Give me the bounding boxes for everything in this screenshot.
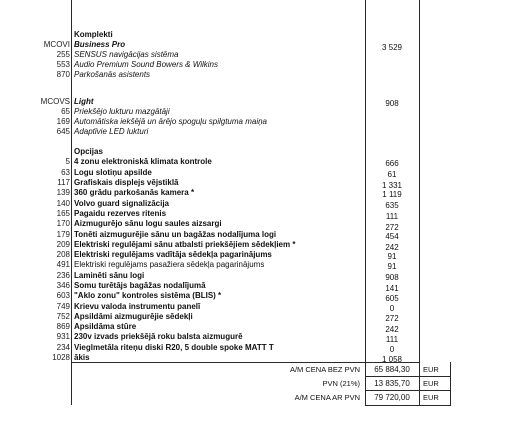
option-code: 603 — [56, 291, 70, 300]
table-line-totals-1 — [365, 376, 451, 377]
option-price: 61 — [387, 170, 397, 179]
package-item-code: 553 — [56, 60, 70, 69]
option-text: 230v izvads priekšējā roku balsta aizmugurē — [74, 332, 243, 341]
total-value-vat: 13 835,70 — [374, 379, 410, 388]
option-price: 272 — [385, 314, 399, 323]
package-item-code: 255 — [56, 50, 70, 59]
option-price: 242 — [385, 243, 399, 252]
option-price: 0 — [389, 304, 395, 313]
option-text: Aizmugurējo sānu logu saules aizsargi — [74, 219, 222, 228]
option-code: 208 — [56, 250, 70, 259]
package-price: 908 — [385, 99, 399, 108]
option-code: 165 — [56, 209, 70, 218]
package-item-text: Automātiska iekšējā un ārējo spoguļu spilgtuma maiņa — [74, 117, 267, 126]
total-value-without-vat: 65 884,30 — [374, 365, 410, 374]
total-label-with-vat: A/M CENA AR PVN — [294, 393, 360, 402]
option-text: Elektriski regulējams vadītāja sēdekļa pagarinājums — [74, 250, 272, 259]
total-label-without-vat: A/M CENA BEZ PVN — [289, 365, 360, 374]
section-heading-opcijas: Opcijas — [74, 147, 103, 156]
option-price: 454 — [385, 232, 399, 241]
option-price: 91 — [387, 252, 397, 261]
option-code: 170 — [56, 219, 70, 228]
option-code: 117 — [57, 178, 70, 187]
option-text: "Aklo zonu" kontroles sistēma (BLIS) * — [74, 291, 222, 300]
option-price: 1 058 — [381, 355, 403, 364]
option-price: 111 — [385, 212, 399, 221]
option-price: 1 331 — [381, 181, 403, 190]
option-text: Tonēti aizmugurējie sānu un bagāžas nodalījuma logi — [74, 230, 277, 239]
total-currency: EUR — [423, 379, 439, 388]
option-text: Apsildāma stūre — [74, 322, 137, 331]
option-code: 346 — [56, 281, 70, 290]
option-text: ākis — [74, 353, 90, 362]
option-text: Somu turētājs bagāžas nodalījumā — [74, 281, 206, 290]
option-code: 236 — [56, 271, 70, 280]
option-price: 0 — [389, 345, 395, 354]
package-item-code: 169 — [56, 117, 70, 126]
package-price: 3 529 — [381, 43, 403, 52]
option-text: 360 grādu parkošanās kamera * — [74, 188, 195, 197]
table-border-left — [71, 0, 72, 405]
option-text: Vieglmetāla riteņu diski R20, 5 double spoke MATT T — [74, 343, 274, 352]
option-code: 869 — [56, 322, 70, 331]
package-item-text: Priekšējo lukturu mazgātāji — [74, 107, 170, 116]
total-currency: EUR — [423, 393, 439, 402]
total-value-with-vat: 79 720,00 — [374, 393, 410, 402]
option-code: 1028 — [52, 353, 70, 362]
option-text: Laminēti sānu logi — [74, 271, 145, 280]
option-price: 1 119 — [382, 190, 402, 199]
option-code: 5 — [65, 157, 70, 166]
table-border-currency-right — [450, 362, 451, 405]
option-code: 749 — [56, 302, 70, 311]
option-price: 91 — [387, 262, 397, 271]
option-price: 242 — [385, 325, 399, 334]
table-line-totals-bottom — [365, 405, 451, 406]
option-text: Elektriski regulējami sānu atbalsti priekšējiem sēdekļiem * — [74, 240, 296, 249]
option-code: 931 — [56, 332, 70, 341]
option-code: 752 — [56, 312, 70, 321]
option-price: 635 — [385, 201, 399, 210]
option-price: 272 — [385, 223, 399, 232]
section-heading-komplekti: Komplekti — [74, 30, 113, 39]
package-item-code: 645 — [56, 127, 70, 136]
option-text: Apsildāmi aizmugurējie sēdekļi — [74, 312, 193, 321]
option-text: Pagaidu rezerves ritenis — [74, 209, 167, 218]
package-item-text: SENSUS navigācijas sistēma — [74, 50, 179, 59]
option-code: 209 — [56, 240, 70, 249]
option-code: 140 — [56, 199, 70, 208]
option-price: 111 — [385, 335, 399, 344]
option-code: 234 — [56, 343, 70, 352]
table-border-price-right — [419, 0, 420, 405]
total-currency: EUR — [423, 365, 439, 374]
option-code: 491 — [56, 260, 70, 269]
option-text: Elektriski regulējams pasažiera sēdekļa pagarinājums — [74, 260, 265, 269]
package-name: Light — [74, 97, 94, 106]
package-item-code: 870 — [56, 70, 70, 79]
option-price: 141 — [385, 284, 399, 293]
option-price: 666 — [385, 159, 399, 168]
option-price: 605 — [385, 294, 399, 303]
option-price: 908 — [385, 273, 399, 282]
option-text: Krievu valoda instrumentu panelī — [74, 302, 201, 311]
table-border-price-left — [365, 0, 366, 405]
option-code: 63 — [61, 168, 70, 177]
option-text: Volvo guard signalizācija — [74, 199, 169, 208]
option-text: 4 zonu elektroniskā klimata kontrole — [74, 157, 212, 166]
option-code: 139 — [56, 188, 70, 197]
option-code: 179 — [56, 230, 70, 239]
table-line-totals-2 — [365, 390, 451, 391]
package-code: MCOVS — [40, 97, 70, 106]
package-item-text: Adaptīvie LED lukturi — [74, 127, 149, 136]
total-label-vat: PVN (21%) — [322, 379, 360, 388]
option-text: Grafiskais displejs vējstiklā — [74, 178, 179, 187]
package-name: Business Pro — [74, 40, 126, 49]
package-code: MCOVI — [43, 40, 70, 49]
option-text: Logu slotiņu apsilde — [74, 168, 152, 177]
package-item-text: Audio Premium Sound Bowers & Wilkins — [74, 60, 218, 69]
package-item-text: Parkošanās asistents — [74, 70, 151, 79]
package-item-code: 65 — [61, 107, 70, 116]
